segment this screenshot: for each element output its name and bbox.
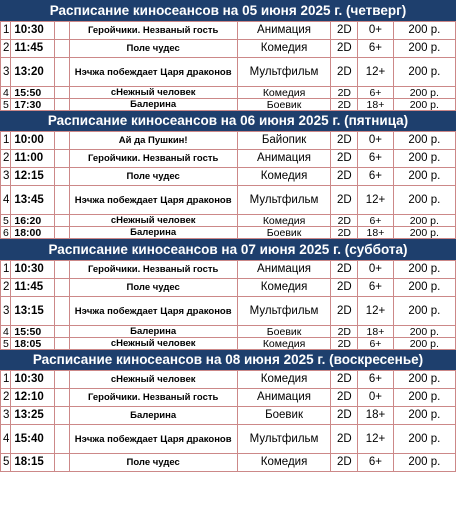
- price: 200 р.: [393, 215, 455, 227]
- schedule-table: [0, 21, 456, 111]
- table-row: [1, 371, 456, 389]
- price: 200 р.: [393, 40, 455, 58]
- row-number: 5: [1, 338, 11, 350]
- price: 200 р.: [393, 326, 455, 338]
- schedule-table: [0, 260, 456, 350]
- row-number: 5: [1, 454, 11, 472]
- genre: Комедия: [237, 371, 330, 389]
- table-row: [1, 297, 456, 326]
- genre: Мультфильм: [237, 58, 330, 87]
- spacer: [55, 425, 70, 454]
- spacer: [55, 454, 70, 472]
- genre: Боевик: [237, 227, 330, 239]
- film-title: Нэчжа побеждает Царя драконов: [69, 186, 237, 215]
- row-number: 2: [1, 150, 11, 168]
- table-row: [1, 454, 456, 472]
- format: 2D: [331, 99, 358, 111]
- table-row: [1, 215, 456, 227]
- table-row: [1, 87, 456, 99]
- spacer: [55, 279, 70, 297]
- table-row: [1, 227, 456, 239]
- schedule-table: [0, 370, 456, 472]
- table-row: [1, 58, 456, 87]
- age-rating: 6+: [358, 168, 393, 186]
- spacer: [55, 215, 70, 227]
- day-header: [0, 111, 456, 131]
- spacer: [55, 227, 70, 239]
- format: 2D: [331, 227, 358, 239]
- genre: Комедия: [237, 215, 330, 227]
- spacer: [55, 297, 70, 326]
- age-rating: 18+: [358, 227, 393, 239]
- genre: Комедия: [237, 40, 330, 58]
- genre: Анимация: [237, 150, 330, 168]
- genre: Комедия: [237, 454, 330, 472]
- table-row: [1, 40, 456, 58]
- session-time: 16:20: [11, 215, 55, 227]
- film-title: сНежный человек: [69, 338, 237, 350]
- row-number: 3: [1, 407, 11, 425]
- film-title: Поле чудес: [69, 279, 237, 297]
- table-row: [1, 22, 456, 40]
- genre: Анимация: [237, 22, 330, 40]
- session-time: 17:30: [11, 99, 55, 111]
- film-title: сНежный человек: [69, 87, 237, 99]
- table-row: [1, 261, 456, 279]
- genre: Боевик: [237, 407, 330, 425]
- format: 2D: [331, 58, 358, 87]
- format: 2D: [331, 150, 358, 168]
- format: 2D: [331, 168, 358, 186]
- row-number: 5: [1, 215, 11, 227]
- age-rating: 6+: [358, 454, 393, 472]
- table-row: [1, 150, 456, 168]
- price: 200 р.: [393, 371, 455, 389]
- row-number: 3: [1, 168, 11, 186]
- session-time: 15:40: [11, 425, 55, 454]
- session-time: 15:50: [11, 326, 55, 338]
- format: 2D: [331, 407, 358, 425]
- price: 200 р.: [393, 58, 455, 87]
- genre: Комедия: [237, 168, 330, 186]
- table-row: [1, 407, 456, 425]
- format: 2D: [331, 186, 358, 215]
- film-title: Поле чудес: [69, 168, 237, 186]
- film-title: Балерина: [69, 99, 237, 111]
- session-time: 18:00: [11, 227, 55, 239]
- format: 2D: [331, 40, 358, 58]
- price: 200 р.: [393, 389, 455, 407]
- table-row: [1, 279, 456, 297]
- genre: Мультфильм: [237, 425, 330, 454]
- format: 2D: [331, 338, 358, 350]
- session-time: 18:15: [11, 454, 55, 472]
- genre: Мультфильм: [237, 186, 330, 215]
- film-title: Балерина: [69, 326, 237, 338]
- spacer: [55, 150, 70, 168]
- day-title: Расписание киносеансов на 06 июня 2025 г. (пятница): [47, 113, 409, 128]
- format: 2D: [331, 215, 358, 227]
- row-number: 1: [1, 371, 11, 389]
- session-time: 10:00: [11, 132, 55, 150]
- day-header: [0, 350, 456, 370]
- film-title: Геройчики. Незваный гость: [69, 261, 237, 279]
- genre: Комедия: [237, 87, 330, 99]
- row-number: 3: [1, 58, 11, 87]
- genre: Боевик: [237, 99, 330, 111]
- genre: Комедия: [237, 338, 330, 350]
- genre: Мультфильм: [237, 297, 330, 326]
- spacer: [55, 407, 70, 425]
- format: 2D: [331, 297, 358, 326]
- spacer: [55, 58, 70, 87]
- table-row: [1, 132, 456, 150]
- row-number: 3: [1, 297, 11, 326]
- price: 200 р.: [393, 99, 455, 111]
- row-number: 6: [1, 227, 11, 239]
- spacer: [55, 326, 70, 338]
- session-time: 18:05: [11, 338, 55, 350]
- film-title: Геройчики. Незваный гость: [69, 150, 237, 168]
- age-rating: 6+: [358, 215, 393, 227]
- day-title: Расписание киносеансов на 07 июня 2025 г. (суббота): [48, 242, 408, 257]
- table-row: [1, 389, 456, 407]
- price: 200 р.: [393, 150, 455, 168]
- day-header: [0, 0, 456, 21]
- age-rating: 12+: [358, 58, 393, 87]
- table-row: [1, 168, 456, 186]
- age-rating: 0+: [358, 261, 393, 279]
- spacer: [55, 168, 70, 186]
- age-rating: 12+: [358, 425, 393, 454]
- row-number: 2: [1, 279, 11, 297]
- table-row: [1, 338, 456, 350]
- spacer: [55, 99, 70, 111]
- spacer: [55, 40, 70, 58]
- genre: Байопик: [237, 132, 330, 150]
- age-rating: 0+: [358, 22, 393, 40]
- genre: Анимация: [237, 389, 330, 407]
- table-row: [1, 186, 456, 215]
- format: 2D: [331, 22, 358, 40]
- price: 200 р.: [393, 186, 455, 215]
- session-time: 11:45: [11, 40, 55, 58]
- age-rating: 6+: [358, 150, 393, 168]
- age-rating: 18+: [358, 326, 393, 338]
- table-row: [1, 326, 456, 338]
- row-number: 4: [1, 425, 11, 454]
- row-number: 4: [1, 186, 11, 215]
- format: 2D: [331, 261, 358, 279]
- session-time: 12:15: [11, 168, 55, 186]
- film-title: сНежный человек: [69, 215, 237, 227]
- spacer: [55, 186, 70, 215]
- session-time: 10:30: [11, 22, 55, 40]
- film-title: Геройчики. Незваный гость: [69, 389, 237, 407]
- format: 2D: [331, 132, 358, 150]
- film-title: Поле чудес: [69, 40, 237, 58]
- genre: Боевик: [237, 326, 330, 338]
- format: 2D: [331, 389, 358, 407]
- film-title: Нэчжа побеждает Царя драконов: [69, 297, 237, 326]
- spacer: [55, 389, 70, 407]
- age-rating: 0+: [358, 389, 393, 407]
- price: 200 р.: [393, 425, 455, 454]
- film-title: Нэчжа побеждает Царя драконов: [69, 425, 237, 454]
- format: 2D: [331, 326, 358, 338]
- price: 200 р.: [393, 132, 455, 150]
- price: 200 р.: [393, 22, 455, 40]
- age-rating: 12+: [358, 186, 393, 215]
- film-title: Ай да Пушкин!: [69, 132, 237, 150]
- price: 200 р.: [393, 87, 455, 99]
- film-title: сНежный человек: [69, 371, 237, 389]
- session-time: 15:50: [11, 87, 55, 99]
- row-number: 1: [1, 261, 11, 279]
- price: 200 р.: [393, 261, 455, 279]
- spacer: [55, 338, 70, 350]
- session-time: 11:45: [11, 279, 55, 297]
- table-row: [1, 425, 456, 454]
- age-rating: 6+: [358, 279, 393, 297]
- day-header: [0, 239, 456, 260]
- row-number: 2: [1, 40, 11, 58]
- session-time: 13:20: [11, 58, 55, 87]
- session-time: 13:15: [11, 297, 55, 326]
- session-time: 13:45: [11, 186, 55, 215]
- spacer: [55, 87, 70, 99]
- price: 200 р.: [393, 297, 455, 326]
- format: 2D: [331, 279, 358, 297]
- age-rating: 6+: [358, 87, 393, 99]
- session-time: 10:30: [11, 371, 55, 389]
- price: 200 р.: [393, 227, 455, 239]
- schedule-table: [0, 131, 456, 239]
- row-number: 1: [1, 22, 11, 40]
- row-number: 2: [1, 389, 11, 407]
- day-title: Расписание киносеансов на 05 июня 2025 г. (четверг): [49, 3, 407, 18]
- format: 2D: [331, 454, 358, 472]
- spacer: [55, 22, 70, 40]
- film-title: Поле чудес: [69, 454, 237, 472]
- row-number: 4: [1, 87, 11, 99]
- session-time: 10:30: [11, 261, 55, 279]
- film-title: Нэчжа побеждает Царя драконов: [69, 58, 237, 87]
- price: 200 р.: [393, 168, 455, 186]
- genre: Комедия: [237, 279, 330, 297]
- day-title: Расписание киносеансов на 08 июня 2025 г. (воскресенье): [32, 352, 424, 367]
- row-number: 4: [1, 326, 11, 338]
- film-title: Балерина: [69, 407, 237, 425]
- age-rating: 12+: [358, 297, 393, 326]
- table-row: [1, 99, 456, 111]
- price: 200 р.: [393, 454, 455, 472]
- age-rating: 0+: [358, 132, 393, 150]
- age-rating: 6+: [358, 40, 393, 58]
- film-title: Балерина: [69, 227, 237, 239]
- row-number: 5: [1, 99, 11, 111]
- price: 200 р.: [393, 338, 455, 350]
- spacer: [55, 371, 70, 389]
- age-rating: 6+: [358, 338, 393, 350]
- price: 200 р.: [393, 279, 455, 297]
- age-rating: 18+: [358, 407, 393, 425]
- age-rating: 6+: [358, 371, 393, 389]
- format: 2D: [331, 425, 358, 454]
- session-time: 12:10: [11, 389, 55, 407]
- format: 2D: [331, 371, 358, 389]
- age-rating: 18+: [358, 99, 393, 111]
- session-time: 13:25: [11, 407, 55, 425]
- format: 2D: [331, 87, 358, 99]
- price: 200 р.: [393, 407, 455, 425]
- film-title: Геройчики. Незваный гость: [69, 22, 237, 40]
- genre: Анимация: [237, 261, 330, 279]
- spacer: [55, 132, 70, 150]
- session-time: 11:00: [11, 150, 55, 168]
- row-number: 1: [1, 132, 11, 150]
- spacer: [55, 261, 70, 279]
